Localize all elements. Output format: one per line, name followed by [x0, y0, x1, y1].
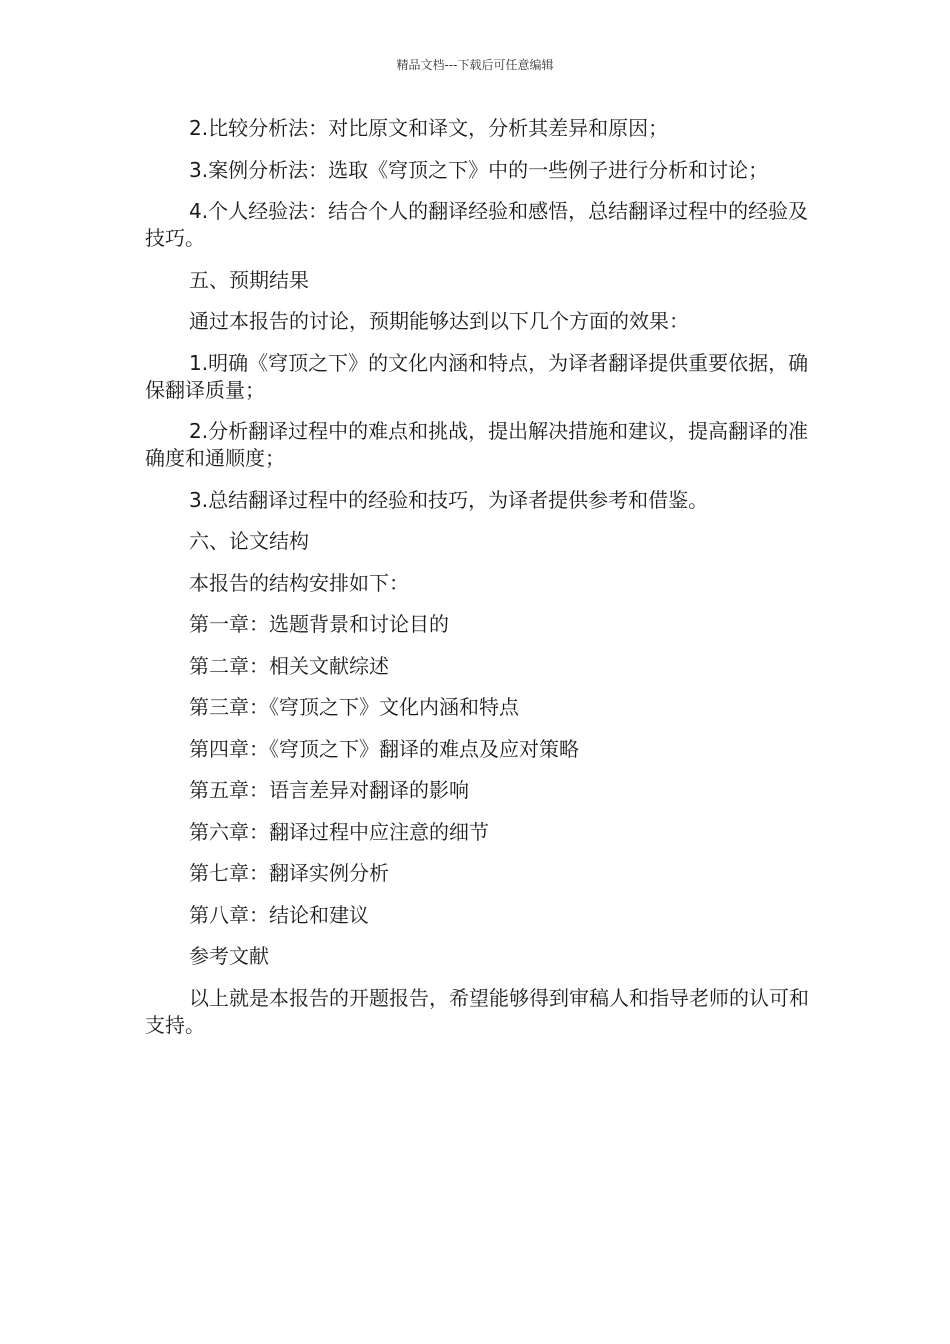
chapter-item-2: 第二章：相关文献综述 — [189, 653, 389, 678]
paragraph-result-2: 2.分析翻译过程中的难点和挑战，提出解决措施和建议，提高翻译的准确度和通顺度； — [145, 419, 809, 470]
chapter-item-6: 第六章：翻译过程中应注意的细节 — [189, 819, 489, 844]
paragraph-method-2: 2.比较分析法：对比原文和译文，分析其差异和原因； — [189, 116, 669, 140]
paragraph-result-3: 3.总结翻译过程中的经验和技巧，为译者提供参考和借鉴。 — [189, 487, 709, 512]
chapter-item-1: 第一章：选题背景和讨论目的 — [189, 612, 449, 636]
paragraph-result-1: 1.明确《穹顶之下》的文化内涵和特点，为译者翻译提供重要依据，确保翻译质量； — [145, 350, 809, 402]
chapter-item-8: 第八章：结论和建议 — [189, 902, 369, 927]
section-heading-thesis-structure: 六、论文结构 — [189, 529, 309, 553]
paragraph-results-intro: 通过本报告的讨论，预期能够达到以下几个方面的效果： — [189, 309, 689, 333]
chapter-item-4: 第四章：《穹顶之下》翻译的难点及应对策略 — [189, 736, 579, 761]
chapter-item-5: 第五章：语言差异对翻译的影响 — [189, 778, 469, 802]
paragraph-closing: 以上就是本报告的开题报告，希望能够得到审稿人和指导老师的认可和支持。 — [145, 985, 809, 1037]
section-heading-expected-results: 五、预期结果 — [189, 267, 309, 292]
paragraph-structure-intro: 本报告的结构安排如下： — [189, 570, 409, 595]
chapter-item-3: 第三章：《穹顶之下》文化内涵和特点 — [189, 695, 519, 719]
paragraph-method-4: 4.个人经验法：结合个人的翻译经验和感悟，总结翻译过程中的经验及技巧。 — [145, 199, 809, 250]
references-item: 参考文献 — [189, 944, 269, 968]
chapter-item-7: 第七章：翻译实例分析 — [189, 861, 389, 885]
paragraph-method-3: 3.案例分析法：选取《穹顶之下》中的一些例子进行分析和讨论； — [189, 157, 769, 182]
document-body — [145, 115, 810, 1053]
page-header: 精品文档---下载后可任意编辑 — [396, 58, 554, 72]
